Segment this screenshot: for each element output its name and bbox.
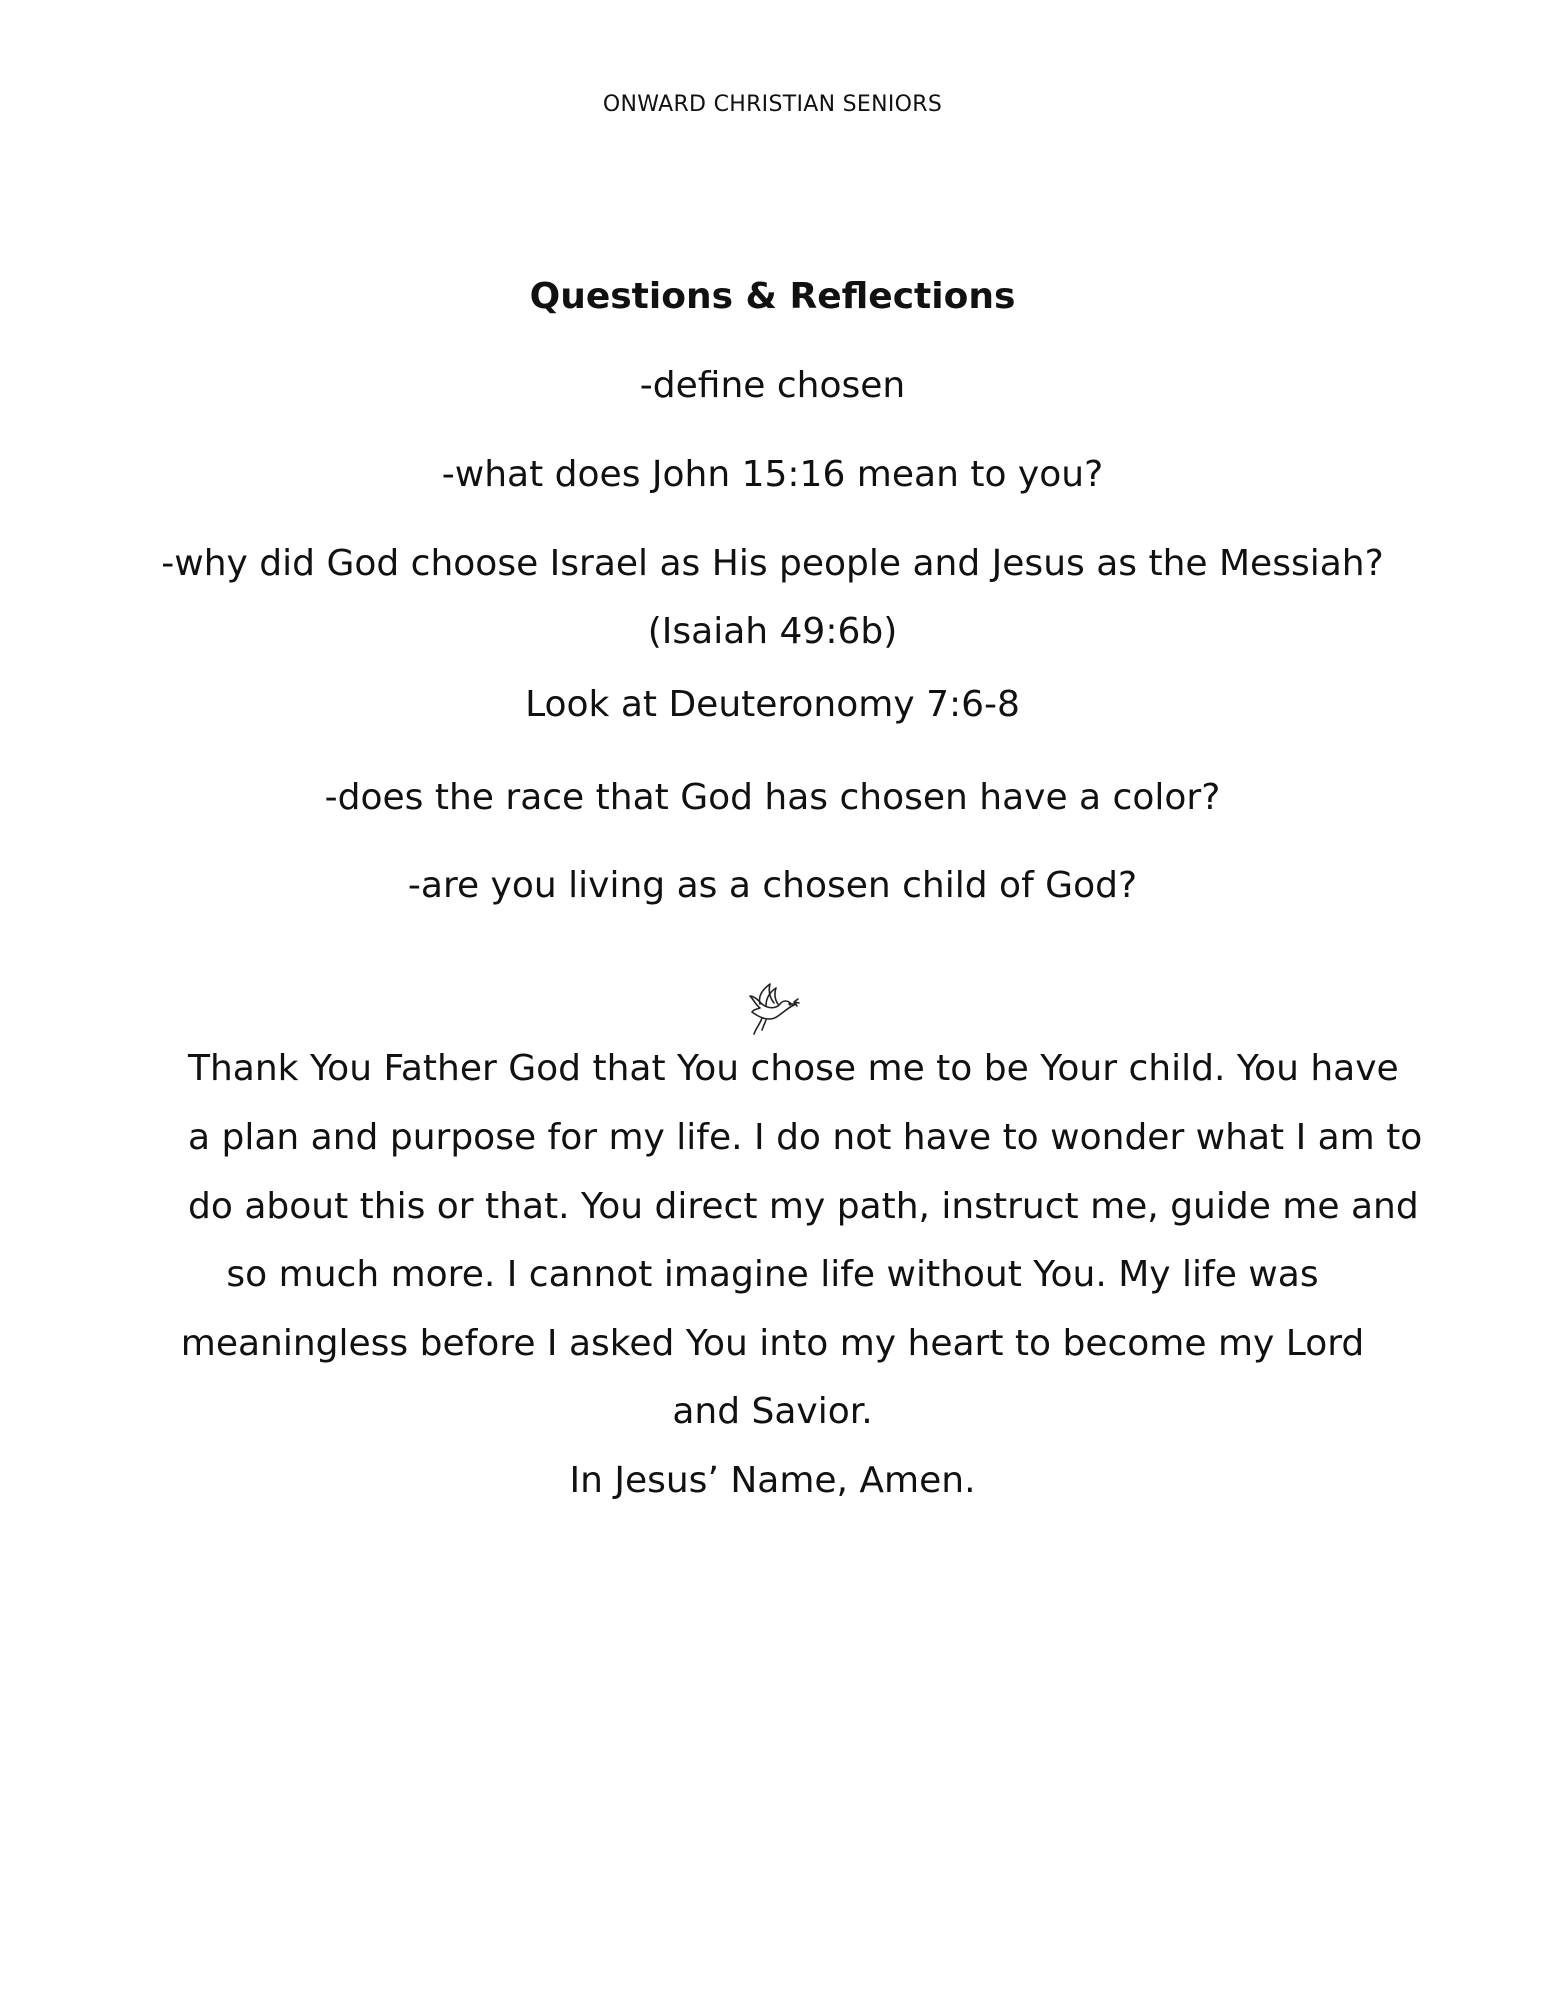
prayer-line-2: a plan and purpose for my life. I do not have to wonder what I am to: [188, 1117, 1423, 1158]
prayer-line-3: do about this or that. You direct my path, instruct me, guide me and: [188, 1186, 1419, 1227]
question-define-chosen: -define chosen: [639, 365, 906, 406]
section-title: Questions & Reflections: [529, 276, 1016, 317]
question-isaiah-reference: (Isaiah 49:6b): [647, 611, 898, 652]
question-why-israel: -why did God choose Israel as His people and Jesus as the Messiah?: [161, 543, 1384, 584]
document-header: ONWARD CHRISTIAN SENIORS: [602, 92, 943, 117]
question-deuteronomy-reference: Look at Deuteronomy 7:6-8: [525, 684, 1020, 725]
prayer-line-5: meaningless before I asked You into my heart to become my Lord: [180, 1323, 1365, 1364]
question-john-15-16: -what does John 15:16 mean to you?: [441, 454, 1104, 495]
prayer-line-4: so much more. I cannot imagine life without You. My life was: [226, 1254, 1319, 1295]
question-race-color: -does the race that God has chosen have a color?: [324, 777, 1221, 818]
prayer-closing: In Jesus’ Name, Amen.: [569, 1460, 976, 1501]
question-living-chosen: -are you living as a chosen child of God?: [407, 865, 1138, 906]
prayer-line-6: and Savior.: [672, 1391, 873, 1432]
prayer-line-1: Thank You Father God that You chose me to be Your child. You have: [188, 1048, 1399, 1089]
dove-icon: [746, 982, 800, 1036]
